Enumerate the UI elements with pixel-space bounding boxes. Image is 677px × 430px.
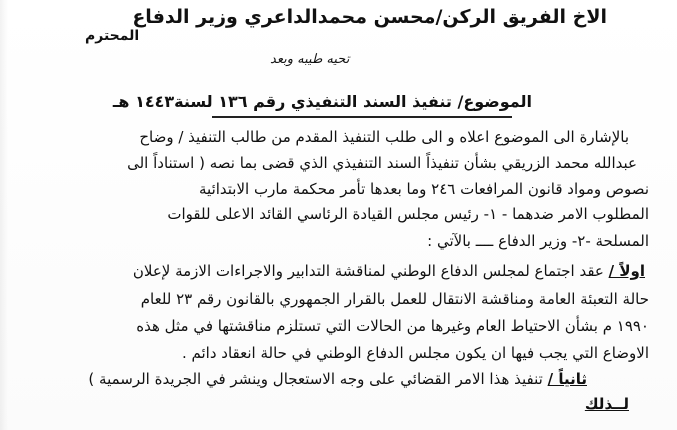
- greeting: تحيه طيبه وبعد: [270, 52, 350, 67]
- body-line-6: [133, 262, 645, 280]
- body-line-5: المسلحة -٢- وزير الدفاع ــــ بالآتي :: [427, 232, 649, 250]
- item-one-text: عقد اجتماع لمجلس الدفاع الوطني لمناقشة التدابير والاجراءات الازمة لإعلان: [132, 262, 604, 280]
- addressee-line: الاخ الفريق الركن/محسن محمدالداعري وزير الدفاع: [132, 6, 607, 28]
- body-line-1: بالإشارة الى الموضوع اعلاه و الى طلب التنفيذ المقدم من طالب التنفيذ / وضاح: [139, 128, 629, 146]
- body-line-2: عبدالله محمد الزريقي بشأن تنفيذاً السند التنفيذي الذي قضى بما نصه ( استناداً الى: [127, 154, 637, 172]
- body-line-11: [585, 395, 629, 413]
- therefore-marker: لــذلك: [584, 395, 629, 413]
- subject-line: الموضوع/ تنفيذ السند التنفيذي رقم ١٣٦ لسنة١٤٤٣ هـ: [112, 92, 532, 111]
- honorific: المحترم: [85, 28, 140, 44]
- subject-underline: [212, 116, 512, 118]
- body-line-4: المطلوب الامر ضدهما - ١- رئيس مجلس القيادة الرئاسي القائد الاعلى للقوات: [167, 205, 649, 223]
- body-line-9: الاوضاع التي يجب فيها ان يكون مجلس الدفاع الوطني في حالة انعقاد دائم .: [181, 344, 649, 362]
- body-line-3: نصوص ومواد قانون المرافعات ٢٤٦ وما بعدها تأمر محكمة مارب الابتدائية: [199, 180, 649, 198]
- body-line-8: ١٩٩٠ م بشأن الاحتياط العام وغيرها من الحالات التي تستلزم مناقشتها في مثل هذه: [136, 317, 649, 335]
- item-one-marker: اولاً /: [608, 262, 645, 280]
- page-edge-shadow: [0, 0, 8, 430]
- body-line-10: [88, 370, 587, 388]
- item-two-text: تنفيذ هذا الامر القضائي على وجه الاستعجال وينشر في الجريدة الرسمية ): [88, 370, 543, 388]
- body-line-7: حالة التعبئة العامة ومناقشة الانتقال للعمل بالقرار الجمهوري بالقانون رقم ٢٣ للعام: [140, 290, 649, 308]
- item-two-marker: ثانياً /: [547, 370, 587, 388]
